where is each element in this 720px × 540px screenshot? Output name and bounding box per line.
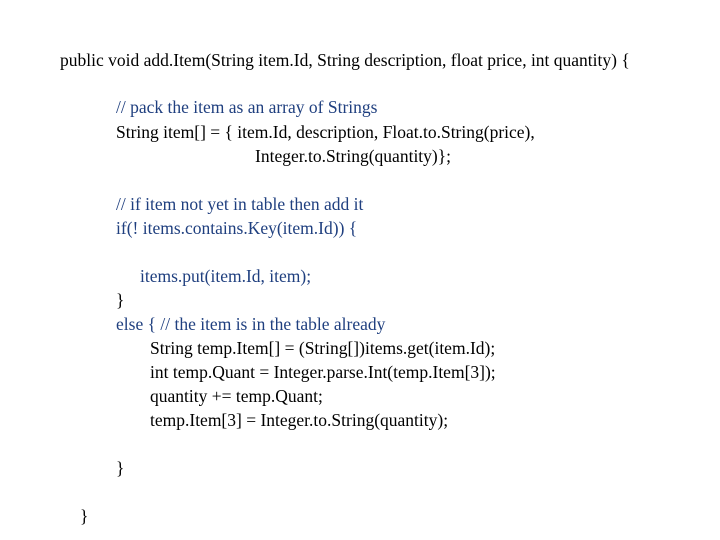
comment-if-not-in-table: // if item not yet in table then add it — [116, 194, 364, 214]
code-line-close-if: } — [116, 290, 125, 310]
code-line-temp-quant: int temp.Quant = Integer.parse.Int(temp.Item[3]); — [150, 362, 496, 382]
code-line-array-decl: String item[] = { item.Id, description, Float.to.String(price), — [116, 122, 535, 142]
code-line-close-else: } — [116, 458, 125, 478]
code-line-temp-item-assign: temp.Item[3] = Integer.to.String(quantity); — [150, 410, 449, 430]
code-line-array-cont: Integer.to.String(quantity)}; — [255, 146, 452, 166]
comment-pack-item: // pack the item as an array of Strings — [116, 97, 378, 117]
code-line-if: if(! items.contains.Key(item.Id)) { — [116, 218, 358, 238]
code-line-temp-item: String temp.Item[] = (String[])items.get(item.Id); — [150, 338, 496, 358]
code-line-quantity-add: quantity += temp.Quant; — [150, 386, 323, 406]
code-line-close-method: } — [80, 506, 89, 526]
code-line-put: items.put(item.Id, item); — [140, 266, 312, 286]
method-signature: public void add.Item(String item.Id, String description, float price, int quantity) { — [60, 50, 630, 70]
code-line-else: else { // the item is in the table already — [116, 314, 386, 334]
